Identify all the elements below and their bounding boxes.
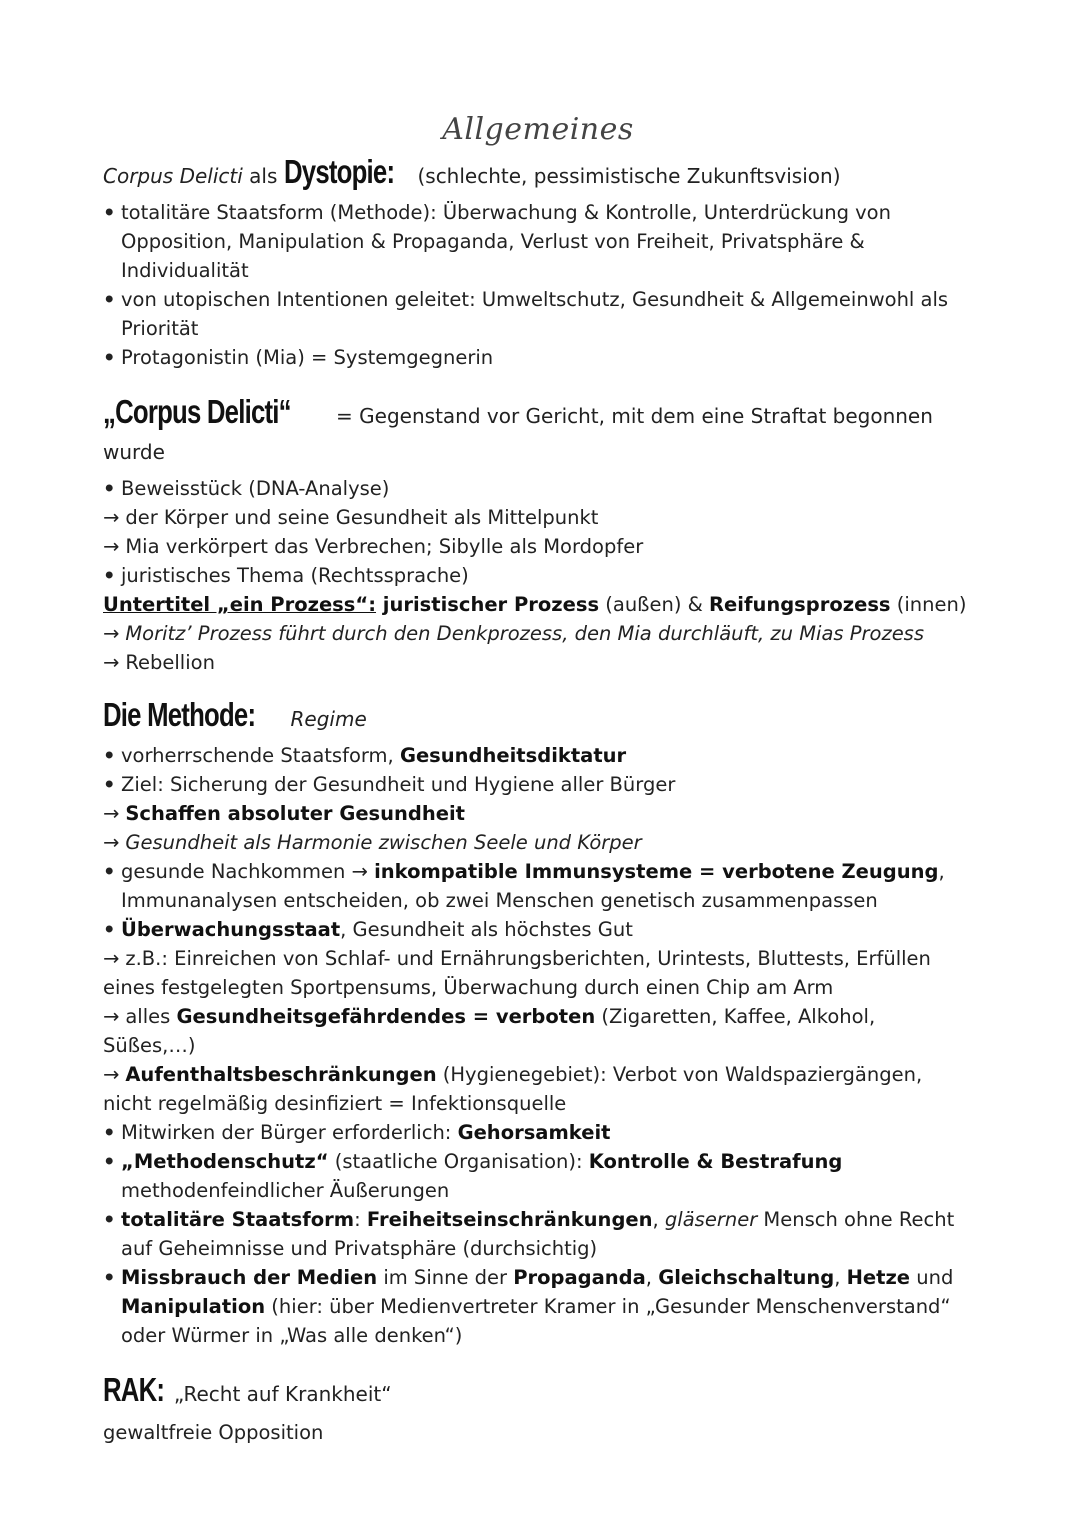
page-title: Allgemeines (442, 112, 634, 147)
list-item: → alles Gesundheitsgefährdendes = verboten (Zigaretten, Kaffee, Alkohol, Süßes,…) (103, 1002, 973, 1060)
list-item: gewaltfreie Opposition (103, 1421, 324, 1444)
work-title: Corpus Delicti (103, 164, 243, 188)
document-page (103, 110, 973, 1447)
subtitle-line: Untertitel „ein Prozess“: juristischer Prozess (außen) & Reifungsprozess (innen) (103, 593, 967, 616)
list-item: → Gesundheit als Harmonie zwischen Seele und Körper (103, 828, 973, 857)
dystopie-label: Dystopie: (283, 153, 395, 190)
list-item: → Mia verkörpert das Verbrechen; Sibylle als Mordopfer (103, 532, 973, 561)
list-item: → Aufenthaltsbeschränkungen (Hygienegebiet): Verbot von Waldspaziergängen, nicht regelmäßig desinfiziert = Infektionsquelle (103, 1060, 973, 1118)
list-item: • Protagonistin (Mia) = Systemgegnerin (103, 343, 973, 372)
methode-section (103, 697, 973, 1350)
list-item: • vorherrschende Staatsform, Gesundheitsdiktatur (103, 741, 973, 770)
list-item: • totalitäre Staatsform (Methode): Überwachung & Kontrolle, Unterdrückung von Opposition, Manipulation & Propaganda, Verlust von Freiheit, Privatsphäre & Individualität (103, 198, 973, 285)
rak-heading: RAK: „Recht auf Krankheit“ (103, 1371, 392, 1408)
list-item: • Mitwirken der Bürger erforderlich: Gehorsamkeit (103, 1118, 973, 1147)
methode-heading: Die Methode: Regime (103, 696, 367, 733)
list-item: • „Methodenschutz“ (staatliche Organisation): Kontrolle & Bestrafung methodenfeindlicher Äußerungen (103, 1147, 973, 1205)
rak-section (103, 1372, 973, 1447)
list-item: • Ziel: Sicherung der Gesundheit und Hygiene aller Bürger (103, 770, 973, 799)
list-item: • von utopischen Intentionen geleitet: Umweltschutz, Gesundheit & Allgemeinwohl als Priorität (103, 285, 973, 343)
list-item: → Schaffen absoluter Gesundheit (103, 799, 973, 828)
list-item: → Rebellion (103, 648, 973, 677)
list-item: • Missbrauch der Medien im Sinne der Propaganda, Gleichschaltung, Hetze und Manipulation (hier: über Medienvertreter Kramer in „Gesunder Menschenverstand“ oder Würmer in „Was alle denken“) (103, 1263, 973, 1350)
list-item: • gesunde Nachkommen → inkompatible Immunsysteme = verbotene Zeugung, Immunanalysen entscheiden, ob zwei Menschen genetisch zusammenpassen (103, 857, 973, 915)
corpus-section (103, 394, 973, 677)
list-item: → der Körper und seine Gesundheit als Mittelpunkt (103, 503, 973, 532)
dystopie-heading: Corpus Delicti als Dystopie: (schlechte, pessimistische Zukunftsvision) (103, 153, 841, 190)
list-item: → z.B.: Einreichen von Schlaf- und Ernährungsberichten, Urintests, Bluttests, Erfüllen eines festgelegten Sportpensums, Überwachung durch einen Chip am Arm (103, 944, 973, 1002)
list-item: • totalitäre Staatsform: Freiheitseinschränkungen, gläserner Mensch ohne Recht auf Geheimnisse und Privatsphäre (durchsichtig) (103, 1205, 973, 1263)
list-item: • Beweisstück (DNA-Analyse) (103, 474, 973, 503)
list-item: → Moritz’ Prozess führt durch den Denkprozess, den Mia durchläuft, zu Mias Prozess (103, 619, 973, 648)
corpus-heading: „Corpus Delicti“ = Gegenstand vor Gericht, mit dem eine Straftat begonnen wurde (103, 393, 933, 464)
list-item: • Überwachungsstaat, Gesundheit als höchstes Gut (103, 915, 973, 944)
list-item: • juristisches Thema (Rechtssprache) (103, 561, 973, 590)
dystopie-list (103, 198, 973, 372)
